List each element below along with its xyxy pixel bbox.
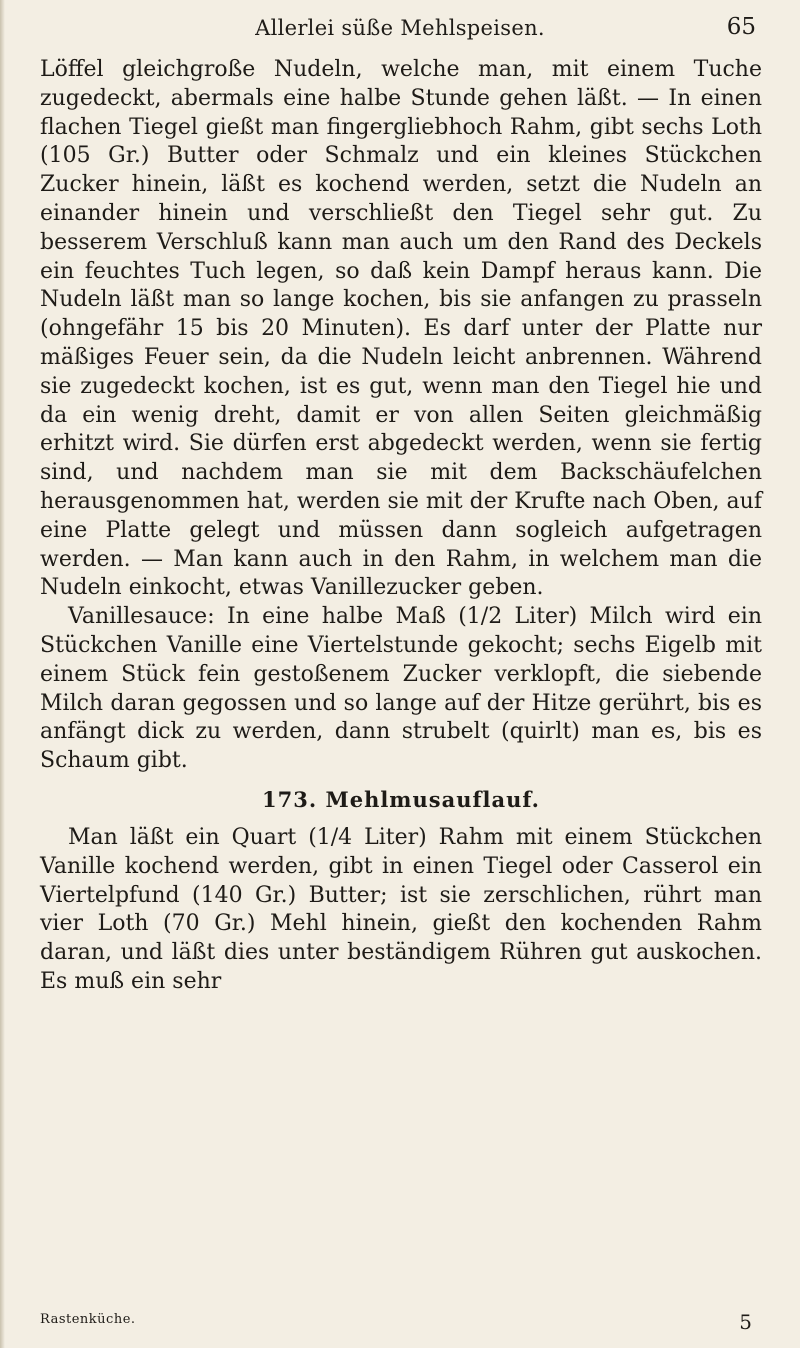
signature-mark: Rastenküche. (40, 1312, 136, 1327)
recipe-heading: 173. Mehlmusauflauf. (262, 786, 540, 812)
signature-number: 5 (739, 1310, 752, 1334)
page-header (40, 14, 760, 44)
page-number: 65 (726, 14, 756, 40)
running-title: Allerlei süße Mehlspeisen. (255, 16, 545, 40)
paragraph-continued: Löffel gleichgroße Nudeln, welche man, mit einem Tuche zugedeckt, abermals eine halbe Stunde gehen läßt. — In einen flachen Tiegel gießt man fingergliebhoch Rahm, gibt sechs Loth (105 Gr.) Butter oder Schmalz und ein kleines Stückchen Zucker hinein, läßt es kochend werden, setzt die Nudeln an einander hinein und verschließt den Tiegel sehr gut. Zu besserem Verschluß kann man auch um den Rand des Deckels ein feuchtes Tuch legen, so daß kein Dampf heraus kann. Die Nudeln läßt man so lange kochen, bis sie anfangen zu prasseln (ohngefähr 15 bis 20 Minuten). Es darf unter der Platte nur mäßiges Feuer sein, da die Nudeln leicht anbrennen. Während sie zugedeckt kochen, ist es gut, wenn man den Tiegel hie und da ein wenig dreht, damit er von allen Seiten gleichmäßig erhitzt wird. Sie dürfen erst abgedeckt werden, wenn sie fertig sind, und nachdem man sie mit dem Backschäufelchen herausgenommen hat, werden sie mit der Krufte nach Oben, auf eine Platte gelegt und müssen dann sogleich aufgetragen werden. — Man kann auch in den Rahm, in welchem man die Nudeln einkocht, etwas Vanillezucker geben. (40, 57, 762, 601)
body-text (40, 56, 762, 997)
page-footer (40, 1310, 760, 1336)
paragraph-recipe-text: Man läßt ein Quart (1/4 Liter) Rahm mit einem Stückchen Vanille kochend werden, gibt in einen Tiegel oder Casserol ein Viertelpfund (140 Gr.) Butter; ist sie zerschlichen, rührt man vier Loth (70 Gr.) Mehl hinein, gießt den kochenden Rahm daran, und läßt dies unter beständigem Rühren gut auskochen. Es muß ein sehr (40, 824, 762, 994)
page-gutter-shadow (0, 0, 5, 1348)
paragraph-vanilla-sauce: Vanillesauce: In eine halbe Maß (1/2 Liter) Milch wird ein Stückchen Vanille eine Viertelstunde gekocht; sechs Eigelb mit einem Stück fein gestoßenem Zucker verklopft, die siebende Milch daran gegossen und so lange auf der Hitze gerührt, bis es anfängt dick zu werden, dann strubelt (quirlt) man es, bis es Schaum gibt. (40, 604, 762, 774)
